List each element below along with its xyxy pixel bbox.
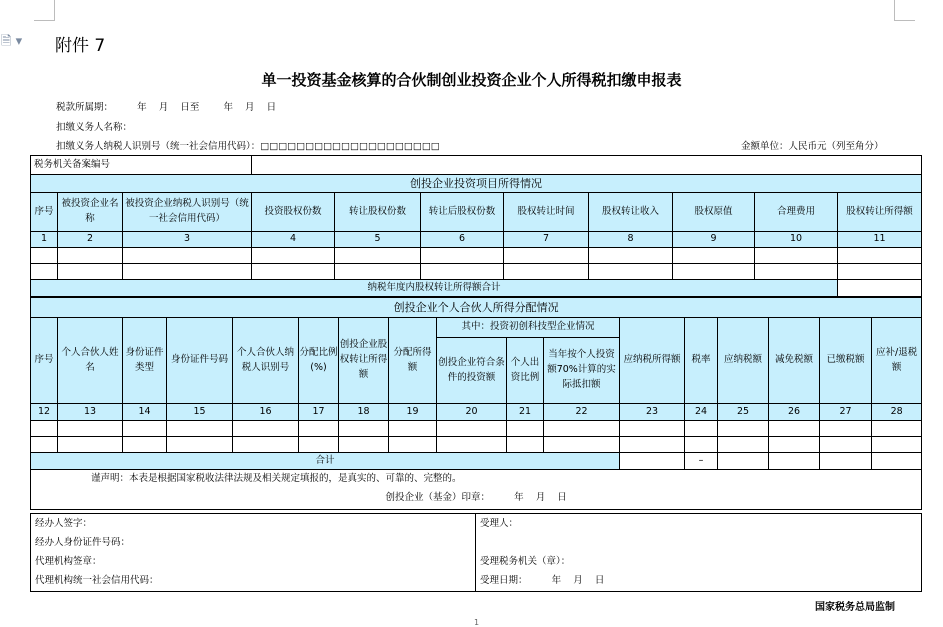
s2-header: 应纳税所得额 bbox=[620, 318, 685, 404]
s2-col-num: 12 bbox=[31, 404, 58, 421]
s2-col-num: 16 bbox=[233, 404, 299, 421]
s2-header: 身份证件类型 bbox=[123, 318, 167, 404]
s2-header: 创投企业股权转让所得额 bbox=[339, 318, 389, 404]
tax-period: 税款所属期： 年 月 日至 年 月 日 bbox=[56, 102, 277, 113]
s2-rate-dash: – bbox=[685, 453, 718, 470]
s2-subheader: 当年按个人投资额70%计算的实际抵扣额 bbox=[544, 338, 620, 404]
partner-distribution-table bbox=[30, 297, 922, 510]
s1-total-value[interactable] bbox=[838, 280, 922, 297]
s1-header: 投资股权份数 bbox=[252, 193, 335, 232]
agency-seal: 代理机构签章： bbox=[35, 556, 102, 567]
table-row bbox=[31, 264, 922, 280]
s2-col-num: 25 bbox=[718, 404, 769, 421]
s2-col-num: 21 bbox=[507, 404, 544, 421]
s2-header: 应补/退税额 bbox=[872, 318, 922, 404]
page-marker: 1 bbox=[474, 618, 480, 627]
s2-col-num: 26 bbox=[769, 404, 820, 421]
filing-no-label: 税务机关备案编号 bbox=[34, 158, 111, 170]
s2-col-num: 24 bbox=[685, 404, 718, 421]
s2-col-num: 15 bbox=[167, 404, 233, 421]
s1-col-num: 4 bbox=[252, 232, 335, 248]
s2-header: 分配比例(%) bbox=[299, 318, 339, 404]
s2-subheader: 创投企业符合条件的投资额 bbox=[437, 338, 507, 404]
s1-col-num: 3 bbox=[123, 232, 252, 248]
crop-mark-top-right bbox=[894, 0, 915, 21]
s2-header: 个人合伙人姓名 bbox=[58, 318, 123, 404]
s2-col-num: 19 bbox=[389, 404, 437, 421]
s2-header: 税率 bbox=[685, 318, 718, 404]
s1-col-num: 8 bbox=[589, 232, 673, 248]
s2-header: 身份证件号码 bbox=[167, 318, 233, 404]
s1-header: 转让股权份数 bbox=[335, 193, 421, 232]
s2-header: 分配所得额 bbox=[389, 318, 437, 404]
s2-header: 减免税额 bbox=[769, 318, 820, 404]
signoff-blank bbox=[480, 533, 921, 552]
agency-credit-code: 代理机构统一社会信用代码： bbox=[35, 575, 159, 586]
s1-header: 被投资企业名称 bbox=[58, 193, 123, 232]
s2-subgroup-header: 其中：投资初创科技型企业情况 bbox=[437, 318, 620, 338]
s1-header: 股权转让时间 bbox=[504, 193, 589, 232]
s2-col-num: 28 bbox=[872, 404, 922, 421]
page-title: 单一投资基金核算的合伙制创业投资企业个人所得税扣缴申报表 bbox=[261, 71, 682, 89]
s2-header: 已缴税额 bbox=[820, 318, 872, 404]
crop-mark-top-left bbox=[34, 0, 55, 21]
seal-line: 创投企业（基金）印章： 年 月 日 bbox=[31, 489, 922, 510]
s1-total-label: 纳税年度内股权转让所得额合计 bbox=[31, 280, 838, 297]
declaration: 谨声明：本表是根据国家税收法律法规及相关规定填报的，是真实的、可靠的、完整的。 bbox=[31, 470, 922, 489]
section2-title: 创投企业个人合伙人所得分配情况 bbox=[31, 298, 922, 318]
handler-id: 经办人身份证件号码： bbox=[35, 537, 131, 548]
s1-col-num: 6 bbox=[421, 232, 504, 248]
table-row bbox=[31, 248, 922, 264]
handler-signature: 经办人签字： bbox=[35, 518, 93, 529]
s1-header: 股权转让收入 bbox=[589, 193, 673, 232]
issuer-label: 国家税务总局监制 bbox=[815, 602, 895, 613]
attachment-label: 附件 7 bbox=[55, 36, 106, 56]
s1-header: 转让后股权份数 bbox=[421, 193, 504, 232]
s2-total-label: 合计 bbox=[31, 453, 620, 470]
document-options-icon[interactable]: 🗎 ▾ bbox=[1, 34, 23, 49]
s2-col-num: 22 bbox=[544, 404, 620, 421]
project-income-table bbox=[30, 155, 922, 297]
s2-col-num: 17 bbox=[299, 404, 339, 421]
signoff-right bbox=[476, 514, 922, 592]
s1-header: 合理费用 bbox=[755, 193, 838, 232]
s1-col-num: 10 bbox=[755, 232, 838, 248]
signoff-left bbox=[31, 514, 476, 592]
table-row bbox=[31, 421, 922, 437]
section1-title: 创投企业投资项目所得情况 bbox=[31, 175, 922, 193]
receiving-date: 受理日期： 年 月 日 bbox=[480, 575, 605, 586]
currency-unit: 金额单位：人民币元（列至角分） bbox=[741, 141, 884, 152]
s1-col-num: 11 bbox=[838, 232, 922, 248]
s2-header: 序号 bbox=[31, 318, 58, 404]
withholder-name: 扣缴义务人名称： bbox=[56, 122, 133, 133]
s2-col-num: 13 bbox=[58, 404, 123, 421]
filing-no-value[interactable] bbox=[252, 156, 922, 175]
s1-header: 序号 bbox=[31, 193, 58, 232]
s1-header: 被投资企业纳税人识别号（统一社会信用代码） bbox=[123, 193, 252, 232]
table-row bbox=[31, 437, 922, 453]
s2-col-num: 27 bbox=[820, 404, 872, 421]
s1-col-num: 9 bbox=[673, 232, 755, 248]
withholder-id: 扣缴义务人纳税人识别号（统一社会信用代码）：□□□□□□□□□□□□□□□□□□□□ bbox=[56, 141, 440, 152]
s2-col-num: 23 bbox=[620, 404, 685, 421]
s1-col-num: 7 bbox=[504, 232, 589, 248]
s2-col-num: 20 bbox=[437, 404, 507, 421]
s2-col-num: 18 bbox=[339, 404, 389, 421]
s2-header: 应纳税额 bbox=[718, 318, 769, 404]
s1-col-num: 5 bbox=[335, 232, 421, 248]
s2-header: 个人合伙人纳税人识别号 bbox=[233, 318, 299, 404]
s2-col-num: 14 bbox=[123, 404, 167, 421]
signoff-table bbox=[30, 513, 922, 592]
receiving-tax-office: 受理税务机关（章）： bbox=[480, 556, 571, 567]
s1-col-num: 1 bbox=[31, 232, 58, 248]
s1-header: 股权原值 bbox=[673, 193, 755, 232]
s2-subheader: 个人出资比例 bbox=[507, 338, 544, 404]
s1-col-num: 2 bbox=[58, 232, 123, 248]
s1-header: 股权转让所得额 bbox=[838, 193, 922, 232]
receiver: 受理人： bbox=[480, 518, 519, 529]
